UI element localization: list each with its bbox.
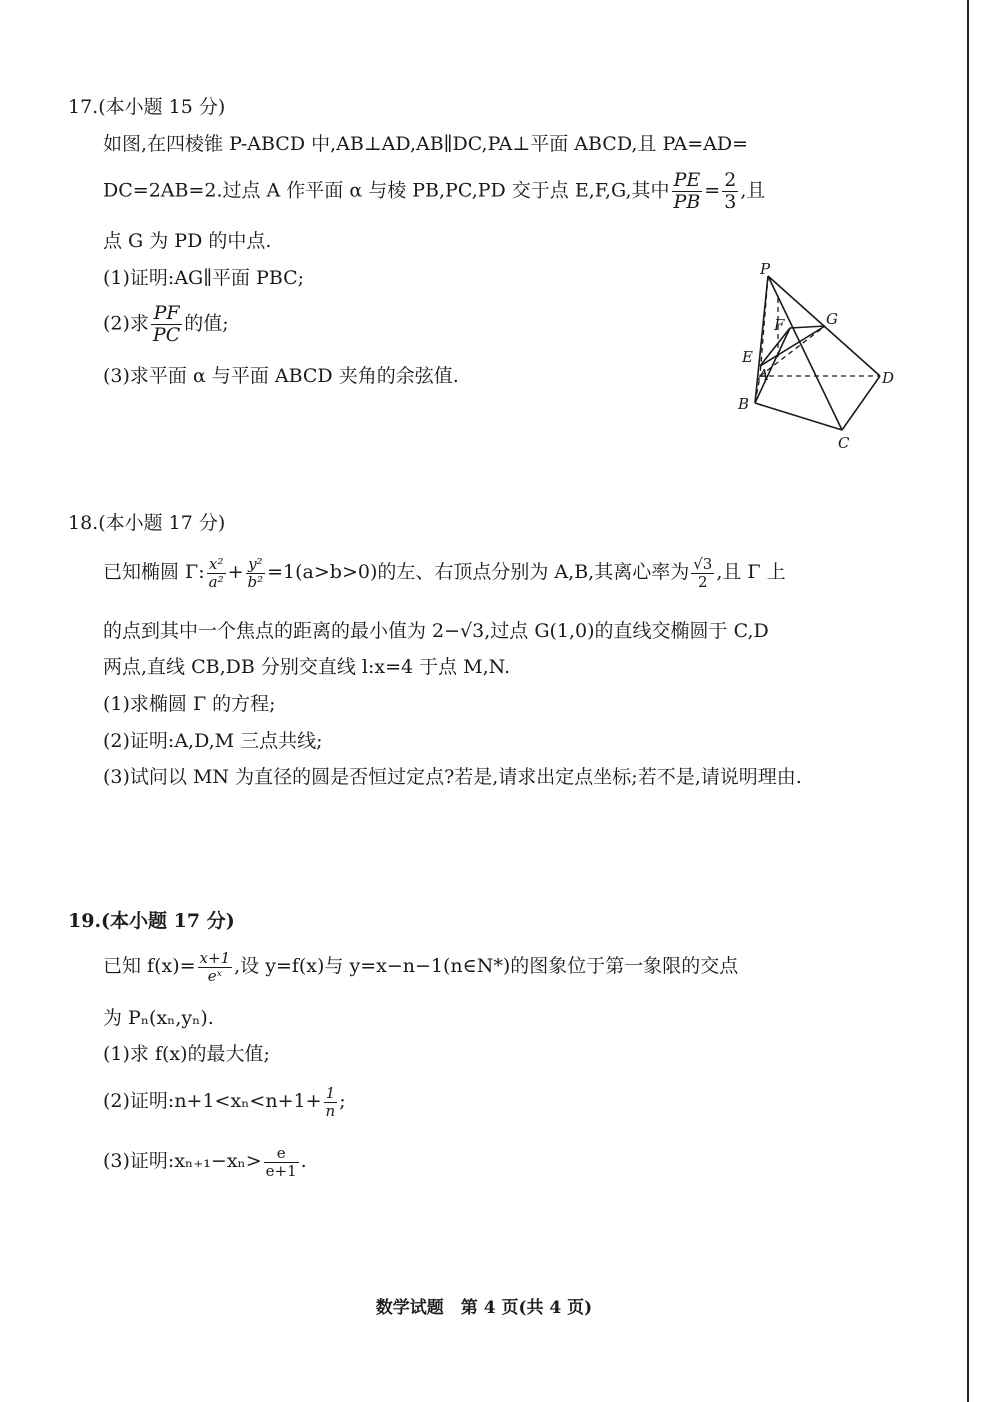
q17-line2-text: DC=2AB=2.过点 A 作平面 α 与棱 PB,PC,PD 交于点 E,F,G,其中 — [103, 179, 670, 202]
frac-den: eˣ — [207, 966, 222, 985]
q19-line1-end: ,设 y=f(x)与 y=x−n−1(n∈N*)的图象位于第一象限的交点 — [234, 955, 739, 977]
page-edge-line — [967, 0, 969, 1402]
frac-den: 2 — [697, 572, 708, 591]
q19-part2 — [103, 1085, 346, 1119]
plus-sign: + — [227, 561, 244, 583]
fraction-2-3 — [722, 170, 738, 213]
frac-num: e — [264, 1145, 299, 1163]
q17-part1: (1)证明:AG∥平面 PBC; — [103, 267, 305, 289]
fraction-pf-pc — [151, 303, 182, 346]
q18-line1-mid: =1(a>b>0)的左、右顶点分别为 A,B,其离心率为 — [267, 561, 690, 583]
q19-part3-end: . — [300, 1150, 307, 1172]
fraction-y2-b2 — [246, 556, 266, 590]
label-f: F — [774, 316, 785, 334]
frac-den: PC — [152, 323, 181, 346]
frac-num: √3 — [693, 555, 713, 573]
frac-den: b² — [247, 572, 264, 591]
frac-num: y² — [246, 556, 266, 574]
q19-part1: (1)求 f(x)的最大值; — [103, 1043, 270, 1065]
q19-line1 — [103, 950, 738, 984]
frac-den: 3 — [724, 190, 737, 213]
frac-num: 1 — [324, 1085, 338, 1103]
q19-line1-start: 已知 f(x)= — [103, 955, 196, 977]
fraction-f — [198, 950, 233, 984]
frac-den: n — [325, 1101, 336, 1120]
fraction-pe-pb — [672, 170, 703, 213]
q19-part2-start: (2)证明:n+1<xₙ<n+1+ — [103, 1090, 322, 1112]
equals-sign: = — [704, 179, 721, 202]
q17-line3: 点 G 为 PD 的中点. — [103, 230, 272, 252]
label-a: A — [758, 366, 769, 384]
label-g: G — [826, 310, 838, 328]
q19-part2-end: ; — [339, 1090, 346, 1112]
frac-num: PE — [672, 170, 703, 192]
label-c: C — [838, 434, 850, 452]
fraction-1-n — [324, 1085, 338, 1119]
q18-part2: (2)证明:A,D,M 三点共线; — [103, 730, 323, 752]
q18-line3: 两点,直线 CB,DB 分别交直线 l:x=4 于点 M,N. — [103, 656, 511, 678]
frac-den: e+1 — [265, 1161, 297, 1180]
q17-intro: 如图,在四棱锥 P-ABCD 中,AB⊥AD,AB∥DC,PA⊥平面 ABCD,且 PA=AD= — [103, 133, 749, 155]
q18-part3: (3)试问以 MN 为直径的圆是否恒过定点?若是,请求出定点坐标;若不是,请说明理由. — [103, 766, 802, 788]
q17-part2-end: 的值; — [184, 312, 229, 335]
q18-line2: 的点到其中一个焦点的距离的最小值为 2−√3,过点 G(1,0)的直线交椭圆于 C,D — [103, 620, 769, 642]
q17-part2 — [103, 303, 229, 346]
q17-line2 — [103, 170, 765, 213]
q19-line2: 为 Pₙ(xₙ,yₙ). — [103, 1007, 214, 1029]
frac-num: PF — [151, 303, 182, 325]
label-e: E — [742, 348, 753, 366]
frac-den: PB — [673, 190, 701, 213]
q17-part2-start: (2)求 — [103, 312, 149, 335]
frac-num: 2 — [724, 169, 737, 191]
pyramid-figure — [730, 258, 910, 454]
q18-line1-start: 已知椭圆 Γ: — [103, 561, 205, 583]
frac-den: a² — [208, 572, 224, 591]
label-b: B — [738, 395, 750, 413]
fraction-sqrt3-2 — [691, 556, 714, 590]
q18-header: 18.(本小题 17 分) — [68, 512, 226, 534]
page-footer: 数学试题 第 4 页(共 4 页) — [375, 1298, 593, 1318]
q17-part3: (3)求平面 α 与平面 ABCD 夹角的余弦值. — [103, 365, 459, 387]
label-p: P — [760, 260, 771, 278]
q18-line1-end: ,且 Γ 上 — [716, 561, 786, 583]
q17-header: 17.(本小题 15 分) — [68, 96, 226, 118]
q17-line2-end: ,且 — [740, 179, 766, 202]
q18-line1 — [103, 556, 786, 590]
frac-num: x² — [207, 556, 226, 574]
label-d: D — [882, 369, 895, 387]
q19-part3-start: (3)证明:xₙ₊₁−xₙ> — [103, 1150, 262, 1172]
frac-num: x+1 — [199, 949, 231, 967]
q19-part3 — [103, 1145, 307, 1179]
fraction-e-e1 — [264, 1145, 299, 1179]
fraction-x2-a2 — [207, 556, 226, 590]
q18-part1: (1)求椭圆 Γ 的方程; — [103, 693, 276, 715]
q19-header: 19.(本小题 17 分) — [68, 910, 235, 932]
